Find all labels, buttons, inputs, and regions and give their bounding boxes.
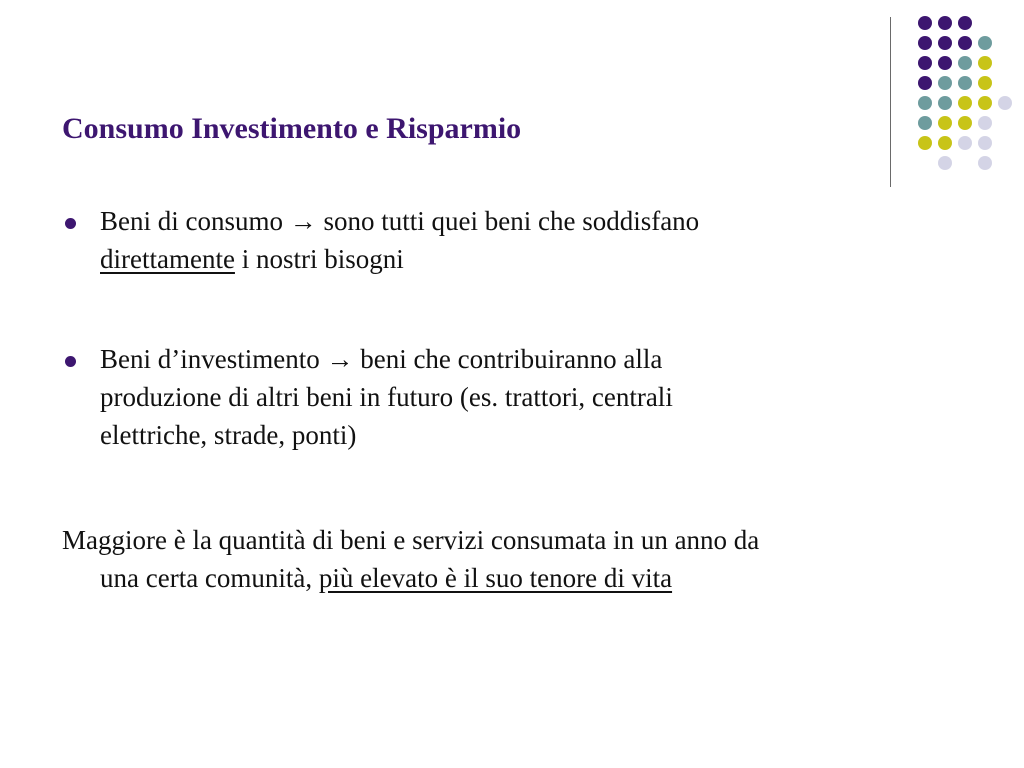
paragraph-line: Maggiore è la quantità di beni e servizi consumata in un anno da [62, 525, 760, 555]
decor-dot [958, 136, 972, 150]
vertical-divider [890, 17, 891, 187]
decor-dot [958, 16, 972, 30]
decor-dot [978, 156, 992, 170]
decor-dot [938, 16, 952, 30]
bullet-line [100, 240, 962, 278]
paragraph-line-start: una certa comunità, [100, 563, 319, 593]
bullet-line: produzione di altri beni in futuro (es. trattori, centrali [100, 382, 673, 412]
decor-dot [918, 16, 932, 30]
decor-dot [938, 136, 952, 150]
decor-dot [918, 136, 932, 150]
bullet-icon [65, 218, 76, 229]
underlined-term: direttamente [100, 244, 235, 274]
summary-paragraph [62, 521, 759, 597]
decor-dot [918, 76, 932, 90]
decor-dot [958, 76, 972, 90]
dot-grid-icon [0, 0, 1024, 200]
decor-dot [918, 116, 932, 130]
decor-dot [978, 116, 992, 130]
decor-dot [998, 96, 1012, 110]
decor-dot [978, 96, 992, 110]
underlined-conclusion: più elevato è il suo tenore di vita [318, 563, 673, 593]
bullet-line-rest: i nostri bisogni [234, 244, 404, 274]
paragraph-line [62, 559, 759, 597]
decor-dot [958, 96, 972, 110]
bullet-list [62, 200, 962, 454]
bullet-line: Beni d’investimento → beni che contribuiranno alla [100, 344, 663, 374]
decor-dot [918, 36, 932, 50]
bullet-item-consumo [62, 202, 962, 278]
decor-dot [938, 36, 952, 50]
bullet-line: elettriche, strade, ponti) [100, 420, 357, 450]
bullet-icon [65, 356, 76, 367]
decor-dot [918, 96, 932, 110]
decor-dot [958, 36, 972, 50]
decor-dot [958, 116, 972, 130]
decor-dot [978, 56, 992, 70]
decor-dot [918, 56, 932, 70]
decor-dot [958, 56, 972, 70]
bullet-line: Beni di consumo → sono tutti quei beni che soddisfano [100, 206, 700, 236]
bullet-item-investimento [62, 340, 962, 454]
decor-dot [938, 56, 952, 70]
slide-title: Consumo Investimento e Risparmio [62, 112, 522, 145]
decor-dot [978, 136, 992, 150]
decor-dot [938, 96, 952, 110]
decor-dot [978, 36, 992, 50]
decor-dot [938, 116, 952, 130]
decor-dot [938, 76, 952, 90]
decor-dot [978, 76, 992, 90]
decor-dot [938, 156, 952, 170]
